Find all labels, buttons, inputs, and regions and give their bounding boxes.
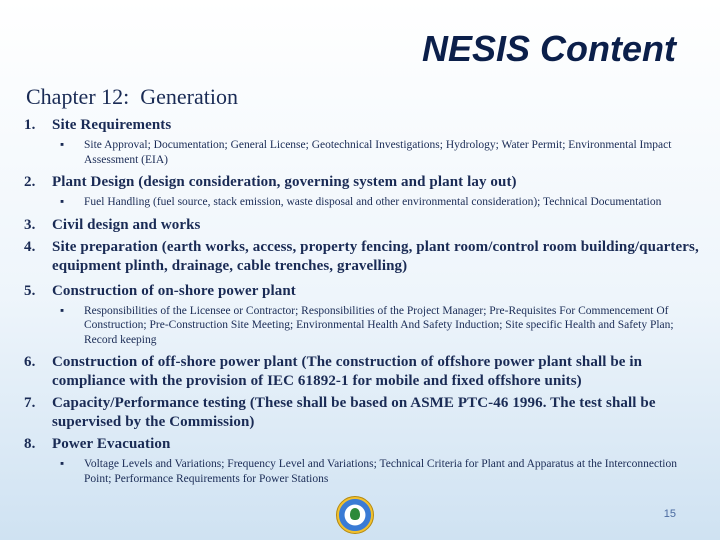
commission-logo-icon — [336, 496, 374, 534]
item-text: Plant Design (design consideration, governing system and plant lay out) — [52, 174, 517, 190]
item-number: 2. — [24, 174, 36, 190]
sub-item-text: Voltage Levels and Variations; Frequency Level and Variations; Technical Criteria for Plant and Apparatus at the Interconnection Point; Performance Requirements for Power Stations — [84, 458, 677, 485]
chapter-subtitle: Chapter 12: Generation — [26, 84, 238, 109]
list-item — [24, 116, 700, 135]
sub-item — [60, 138, 700, 167]
sub-item — [60, 304, 700, 348]
item-text: Site Requirements — [52, 117, 172, 133]
sub-item-text: Fuel Handling (fuel source, stack emission, waste disposal and other environmental consideration); Technical Documentation — [84, 196, 662, 208]
bullet-icon: ▪ — [60, 139, 65, 151]
list-item — [24, 238, 700, 276]
list-item — [24, 394, 700, 432]
list-item — [24, 282, 700, 301]
item-number: 7. — [24, 395, 36, 411]
bullet-icon: ▪ — [60, 304, 65, 317]
item-text: Construction of off-shore power plant (The construction of offshore power plant shall be in compliance with the provision of IEC 61892-1 for mobile and fixed offshore units) — [52, 354, 643, 389]
sub-item-text: Site Approval; Documentation; General License; Geotechnical Investigations; Hydrology; Water Permit; Environmental Impact Assessment (EIA) — [84, 139, 672, 166]
item-number: 6. — [24, 354, 36, 370]
item-number: 8. — [24, 436, 36, 452]
item-text: Civil design and works — [52, 216, 201, 233]
item-number: 5. — [24, 282, 36, 299]
list-item — [24, 173, 700, 192]
list-item — [24, 353, 700, 391]
item-number: 1. — [24, 117, 36, 133]
item-text: Capacity/Performance testing (These shall be based on ASME PTC-46 1996. The test shall be supervised by the Commission) — [52, 395, 656, 430]
item-text: Site preparation (earth works, access, property fencing, plant room/control room building/quarters, equipment plinth, drainage, cable trenches, gravelling) — [52, 238, 699, 274]
bullet-icon: ▪ — [60, 196, 65, 208]
list-item — [24, 435, 700, 454]
item-number: 3. — [24, 216, 36, 233]
item-number: 4. — [24, 238, 36, 255]
item-text: Construction of on-shore power plant — [52, 282, 296, 299]
list-item — [24, 216, 700, 235]
page-number: 15 — [663, 508, 676, 520]
sub-item-text: Responsibilities of the Licensee or Contractor; Responsibilities of the Project Manager; Pre-Requisites For Commencement Of Construction; Pre-Construction Site Meeting; Environmental Health And Safety Induction; Site specific Health and Safety Plan; Record keeping — [84, 304, 674, 346]
page-title: NESIS Content — [421, 28, 676, 69]
content-list — [24, 116, 700, 486]
bullet-icon: ▪ — [60, 458, 65, 470]
sub-item — [60, 195, 700, 210]
sub-item — [60, 457, 700, 486]
item-text: Power Evacuation — [52, 436, 171, 452]
